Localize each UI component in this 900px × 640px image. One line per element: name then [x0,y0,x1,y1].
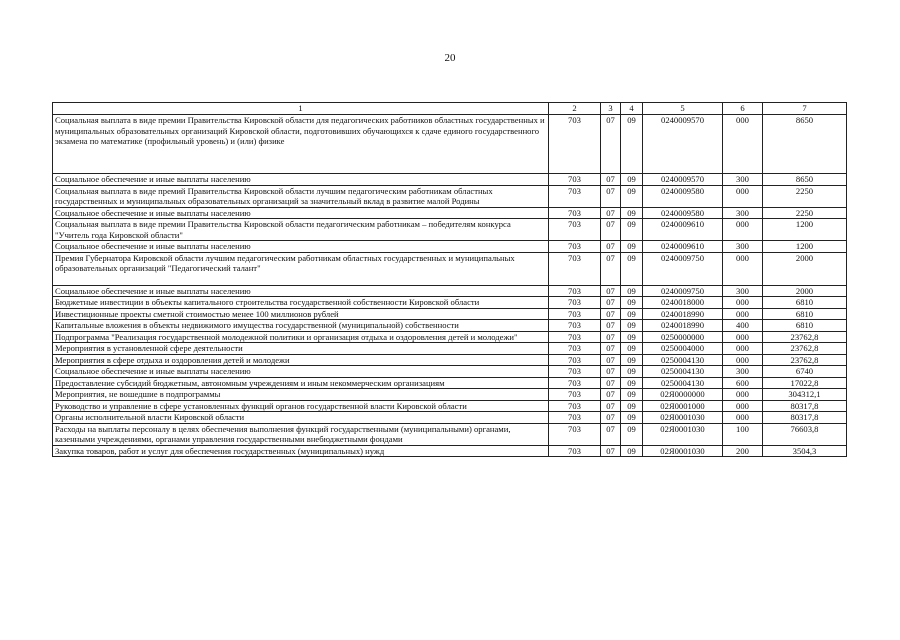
division-cell: 07 [601,366,621,378]
division-cell: 07 [601,185,621,207]
row-name-cell: Социальное обеспечение и иные выплаты населению [53,207,549,219]
division-cell: 07 [601,377,621,389]
amount-cell: 2000 [763,252,847,285]
division-cell: 07 [601,285,621,297]
budget-table [52,102,847,457]
target-article-cell: 0240009570 [643,115,723,174]
section-code-cell: 703 [549,354,601,366]
row-name-cell: Мероприятия в сфере отдыха и оздоровления детей и молодежи [53,354,549,366]
target-article-cell: 0250004130 [643,377,723,389]
target-article-cell: 02Я0001030 [643,412,723,424]
amount-cell: 2250 [763,207,847,219]
subdivision-cell: 09 [621,331,643,343]
row-name-cell: Социальная выплата в виде премии Правительства Кировской области для педагогических работников областных государственных и муниципальных образовательных организаций Кировской области, подготовивших обучающихся к сдаче единого государственного экзамена по математике (профильный уровень) и (или) физике [53,115,549,174]
subdivision-cell: 09 [621,400,643,412]
row-name-cell: Расходы на выплаты персоналу в целях обеспечения выполнения функций государственными (муниципальными) органами, казенными учреждениями, органами управления государственными внебюджетными фондами [53,423,549,445]
subdivision-cell: 09 [621,285,643,297]
subdivision-cell: 09 [621,412,643,424]
row-name-cell: Капитальные вложения в объекты недвижимого имущества государственной (муниципальной) собственности [53,320,549,332]
target-article-cell: 0240009610 [643,219,723,241]
row-name-cell: Социальная выплата в виде премии Правительства Кировской области педагогическим работникам – победителям конкурса "Учитель года Кировской области" [53,219,549,241]
amount-cell: 23762,8 [763,331,847,343]
table-row [53,252,847,285]
section-code-cell: 703 [549,331,601,343]
expense-type-cell: 300 [723,241,763,253]
division-cell: 07 [601,423,621,445]
column-header: 5 [643,103,723,115]
page-number: 20 [444,52,456,64]
expense-type-cell: 000 [723,252,763,285]
target-article-cell: 0250004130 [643,366,723,378]
table-row [53,354,847,366]
target-article-cell: 0250000000 [643,331,723,343]
target-article-cell: 0240018990 [643,320,723,332]
target-article-cell: 0240009580 [643,207,723,219]
amount-cell: 6740 [763,366,847,378]
row-name-cell: Премия Губернатора Кировской области лучшим педагогическим работникам областных государственных и муниципальных образовательных организаций "Педагогический талант" [53,252,549,285]
expense-type-cell: 000 [723,219,763,241]
expense-type-cell: 000 [723,354,763,366]
section-code-cell: 703 [549,252,601,285]
section-code-cell: 703 [549,389,601,401]
section-code-cell: 703 [549,285,601,297]
target-article-cell: 0250004000 [643,343,723,355]
target-article-cell: 02Я0001030 [643,445,723,457]
amount-cell: 2000 [763,285,847,297]
division-cell: 07 [601,252,621,285]
target-article-cell: 0250004130 [643,354,723,366]
amount-cell: 23762,8 [763,354,847,366]
column-header: 6 [723,103,763,115]
expense-type-cell: 000 [723,297,763,309]
row-name-cell: Мероприятия в установленной сфере деятельности [53,343,549,355]
amount-cell: 6810 [763,320,847,332]
table-row [53,423,847,445]
table-row [53,331,847,343]
subdivision-cell: 09 [621,389,643,401]
amount-cell: 6810 [763,308,847,320]
subdivision-cell: 09 [621,252,643,285]
amount-cell: 80317,8 [763,412,847,424]
subdivision-cell: 09 [621,219,643,241]
expense-type-cell: 300 [723,207,763,219]
section-code-cell: 703 [549,400,601,412]
target-article-cell: 02Я0001000 [643,400,723,412]
subdivision-cell: 09 [621,115,643,174]
division-cell: 07 [601,400,621,412]
table-body [53,115,847,457]
row-name-cell: Социальная выплата в виде премий Правительства Кировской области лучшим педагогическим работникам областных государственных и муниципальных образовательных организаций за значительный вклад в развитие малой Родины [53,185,549,207]
row-name-cell: Подпрограмма "Реализация государственной молодежной политики и организация отдыха и оздоровления детей и молодежи" [53,331,549,343]
subdivision-cell: 09 [621,423,643,445]
subdivision-cell: 09 [621,366,643,378]
division-cell: 07 [601,343,621,355]
column-header: 4 [621,103,643,115]
amount-cell: 8650 [763,115,847,174]
target-article-cell: 0240009750 [643,285,723,297]
subdivision-cell: 09 [621,445,643,457]
expense-type-cell: 000 [723,343,763,355]
division-cell: 07 [601,354,621,366]
section-code-cell: 703 [549,423,601,445]
section-code-cell: 703 [549,377,601,389]
column-header: 7 [763,103,847,115]
target-article-cell: 0240018000 [643,297,723,309]
subdivision-cell: 09 [621,207,643,219]
table-row [53,207,847,219]
section-code-cell: 703 [549,185,601,207]
table-row [53,366,847,378]
division-cell: 07 [601,445,621,457]
target-article-cell: 0240018990 [643,308,723,320]
table-row [53,297,847,309]
row-name-cell: Органы исполнительной власти Кировской области [53,412,549,424]
subdivision-cell: 09 [621,343,643,355]
division-cell: 07 [601,115,621,174]
expense-type-cell: 300 [723,285,763,297]
table-row [53,174,847,186]
table-row [53,219,847,241]
division-cell: 07 [601,320,621,332]
column-header: 3 [601,103,621,115]
table-row [53,377,847,389]
row-name-cell: Бюджетные инвестиции в объекты капитального строительства государственной собственности Кировской области [53,297,549,309]
expense-type-cell: 000 [723,185,763,207]
subdivision-cell: 09 [621,308,643,320]
target-article-cell: 0240009610 [643,241,723,253]
section-code-cell: 703 [549,115,601,174]
table-row [53,412,847,424]
amount-cell: 6810 [763,297,847,309]
section-code-cell: 703 [549,412,601,424]
amount-cell: 2250 [763,185,847,207]
row-name-cell: Руководство и управление в сфере установленных функций органов государственной власти Кировской области [53,400,549,412]
table-row [53,185,847,207]
row-name-cell: Социальное обеспечение и иные выплаты населению [53,174,549,186]
division-cell: 07 [601,241,621,253]
expense-type-cell: 600 [723,377,763,389]
division-cell: 07 [601,174,621,186]
table-row [53,343,847,355]
division-cell: 07 [601,389,621,401]
amount-cell: 8650 [763,174,847,186]
expense-type-cell: 000 [723,331,763,343]
table-row [53,285,847,297]
division-cell: 07 [601,219,621,241]
division-cell: 07 [601,297,621,309]
table-row [53,445,847,457]
expense-type-cell: 300 [723,366,763,378]
section-code-cell: 703 [549,207,601,219]
target-article-cell: 02Я0000000 [643,389,723,401]
section-code-cell: 703 [549,445,601,457]
amount-cell: 17022,8 [763,377,847,389]
subdivision-cell: 09 [621,241,643,253]
table-row [53,400,847,412]
expense-type-cell: 000 [723,400,763,412]
section-code-cell: 703 [549,343,601,355]
subdivision-cell: 09 [621,354,643,366]
table-row [53,308,847,320]
subdivision-cell: 09 [621,377,643,389]
division-cell: 07 [601,412,621,424]
subdivision-cell: 09 [621,174,643,186]
expense-type-cell: 000 [723,389,763,401]
division-cell: 07 [601,331,621,343]
amount-cell: 80317,8 [763,400,847,412]
row-name-cell: Социальное обеспечение и иные выплаты населению [53,241,549,253]
row-name-cell: Социальное обеспечение и иные выплаты населению [53,366,549,378]
target-article-cell: 0240009750 [643,252,723,285]
table-row [53,320,847,332]
expense-type-cell: 200 [723,445,763,457]
section-code-cell: 703 [549,174,601,186]
section-code-cell: 703 [549,308,601,320]
subdivision-cell: 09 [621,320,643,332]
amount-cell: 23762,8 [763,343,847,355]
expense-type-cell: 100 [723,423,763,445]
section-code-cell: 703 [549,366,601,378]
column-header: 2 [549,103,601,115]
expense-type-cell: 000 [723,308,763,320]
section-code-cell: 703 [549,219,601,241]
amount-cell: 76603,8 [763,423,847,445]
amount-cell: 3504,3 [763,445,847,457]
expense-type-cell: 000 [723,115,763,174]
amount-cell: 304312,1 [763,389,847,401]
expense-type-cell: 000 [723,412,763,424]
target-article-cell: 0240009580 [643,185,723,207]
target-article-cell: 02Я0001030 [643,423,723,445]
table-row [53,241,847,253]
division-cell: 07 [601,207,621,219]
expense-type-cell: 300 [723,174,763,186]
subdivision-cell: 09 [621,297,643,309]
division-cell: 07 [601,308,621,320]
row-name-cell: Закупка товаров, работ и услуг для обеспечения государственных (муниципальных) нужд [53,445,549,457]
table-row [53,115,847,174]
expense-type-cell: 400 [723,320,763,332]
row-name-cell: Мероприятия, не вошедшие в подпрограммы [53,389,549,401]
section-code-cell: 703 [549,320,601,332]
table-row [53,389,847,401]
section-code-cell: 703 [549,297,601,309]
target-article-cell: 0240009570 [643,174,723,186]
amount-cell: 1200 [763,219,847,241]
section-code-cell: 703 [549,241,601,253]
column-header: 1 [53,103,549,115]
header-row [53,103,847,115]
row-name-cell: Предоставление субсидий бюджетным, автономным учреждениям и иным некоммерческим организациям [53,377,549,389]
amount-cell: 1200 [763,241,847,253]
subdivision-cell: 09 [621,185,643,207]
row-name-cell: Социальное обеспечение и иные выплаты населению [53,285,549,297]
row-name-cell: Инвестиционные проекты сметной стоимостью менее 100 миллионов рублей [53,308,549,320]
